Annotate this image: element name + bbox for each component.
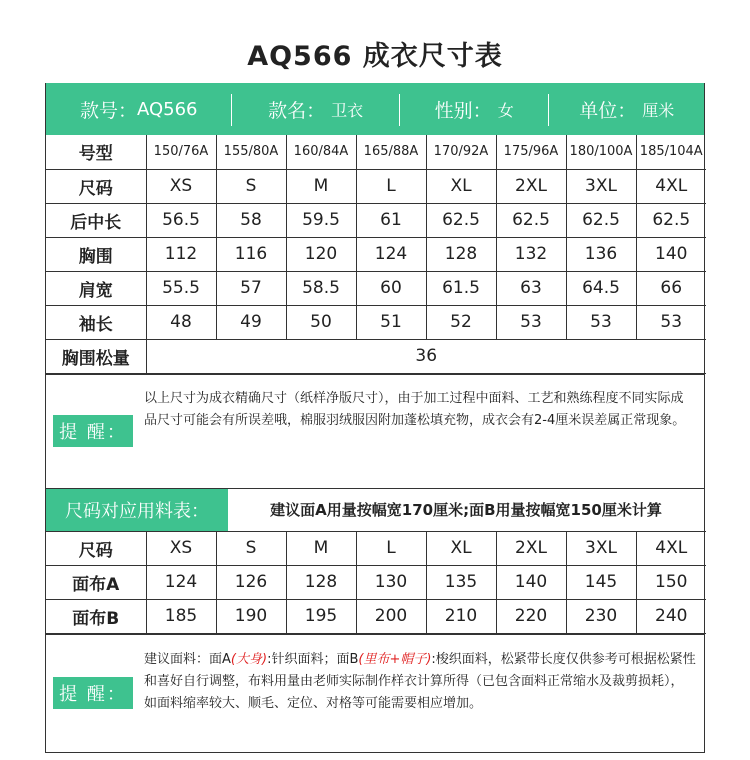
tip2-part3: :梭织面料，松紧带长度仅供参考可根据松紧性和喜好自行调整，布料用量由老师实际制作样衣计算所得（已包含面料正常缩水及裁剪损耗），如面料缩率较大、顺毛、定位、对格等可能需要相应增加。 (144, 651, 696, 711)
table-cell: 124 (356, 237, 426, 271)
table-cell: 2XL (496, 531, 566, 565)
row-label: 面布A (46, 565, 146, 599)
row-label: 面布B (46, 599, 146, 633)
tip-text-2 (144, 649, 696, 715)
table-cell: 52 (426, 305, 496, 339)
tip-badge: 提 醒： (53, 415, 133, 447)
ease-label: 胸围松量 (46, 339, 146, 373)
table-cell: S (216, 531, 286, 565)
table-cell: 64.5 (566, 271, 636, 305)
row-label: 后中长 (46, 203, 146, 237)
table-row (46, 565, 706, 599)
fabric-band-text: 建议面A用量按幅宽170厘米;面B用量按幅宽150厘米计算 (270, 501, 662, 519)
style-name (232, 94, 399, 126)
style-number-key: 款号： (79, 100, 137, 122)
size-sheet (45, 83, 705, 753)
table-cell: XS (146, 531, 216, 565)
style-name-key: 款名： (268, 100, 326, 122)
table-cell: 230 (566, 599, 636, 633)
table-cell: 49 (216, 305, 286, 339)
gender-value: 女 (497, 101, 514, 120)
tip-box (46, 374, 704, 488)
table-row (46, 169, 706, 203)
table-row (46, 237, 706, 271)
style-name-value: 卫衣 (331, 101, 364, 120)
table-cell: 59.5 (286, 203, 356, 237)
table-cell: 2XL (496, 169, 566, 203)
table-cell: 55.5 (146, 271, 216, 305)
table-row (46, 271, 706, 305)
tip2-red2: (里布+帽子) (358, 651, 432, 667)
table-cell: M (286, 531, 356, 565)
table-cell: L (356, 531, 426, 565)
row-label: 尺码 (46, 531, 146, 565)
fabric-table (46, 531, 706, 634)
table-cell: M (286, 169, 356, 203)
table-cell: 200 (356, 599, 426, 633)
table-cell: 160/84A (286, 135, 356, 169)
table-cell: 165/88A (356, 135, 426, 169)
table-cell: 3XL (566, 169, 636, 203)
table-cell: 53 (636, 305, 706, 339)
tip-box-2 (46, 634, 704, 752)
gender (400, 94, 550, 126)
table-row (46, 599, 706, 633)
fabric-band (46, 488, 704, 531)
table-cell: 61.5 (426, 271, 496, 305)
table-cell: 190 (216, 599, 286, 633)
table-cell: 150 (636, 565, 706, 599)
table-cell: 124 (146, 565, 216, 599)
table-row (46, 531, 706, 565)
table-cell: 140 (496, 565, 566, 599)
row-label: 袖长 (46, 305, 146, 339)
table-cell: 50 (286, 305, 356, 339)
table-cell: 136 (566, 237, 636, 271)
table-cell: 195 (286, 599, 356, 633)
table-cell: 128 (426, 237, 496, 271)
table-cell: 3XL (566, 531, 636, 565)
table-cell: 60 (356, 271, 426, 305)
table-cell: 116 (216, 237, 286, 271)
table-row (46, 135, 706, 169)
table-cell: XL (426, 169, 496, 203)
table-cell: 112 (146, 237, 216, 271)
table-cell: 126 (216, 565, 286, 599)
table-cell: 220 (496, 599, 566, 633)
table-cell: XS (146, 169, 216, 203)
row-label: 号型 (46, 135, 146, 169)
gender-key: 性别： (434, 100, 492, 122)
style-number-value: AQ566 (136, 99, 198, 120)
style-number (46, 94, 232, 126)
row-label: 肩宽 (46, 271, 146, 305)
tip2-part1: 建议面料：面A (144, 651, 231, 667)
table-cell: 120 (286, 237, 356, 271)
table-cell: 66 (636, 271, 706, 305)
table-cell: 210 (426, 599, 496, 633)
table-cell: 128 (286, 565, 356, 599)
table-cell: 62.5 (566, 203, 636, 237)
table-cell: 155/80A (216, 135, 286, 169)
table-cell: 62.5 (636, 203, 706, 237)
table-cell: 180/100A (566, 135, 636, 169)
unit-value: 厘米 (642, 101, 675, 120)
table-cell: 56.5 (146, 203, 216, 237)
size-table (46, 135, 706, 374)
table-cell: S (216, 169, 286, 203)
fabric-band-label: 尺码对应用料表： (46, 489, 228, 531)
row-label: 胸围 (46, 237, 146, 271)
table-cell: 51 (356, 305, 426, 339)
table-cell: 135 (426, 565, 496, 599)
table-cell: 62.5 (496, 203, 566, 237)
table-cell: 58.5 (286, 271, 356, 305)
info-header (46, 83, 704, 135)
tip-badge-2: 提 醒： (53, 677, 133, 709)
table-cell: 240 (636, 599, 706, 633)
table-cell: 61 (356, 203, 426, 237)
table-cell: 4XL (636, 531, 706, 565)
table-cell: 57 (216, 271, 286, 305)
unit-key: 单位： (579, 100, 637, 122)
ease-value: 36 (146, 339, 706, 373)
row-label: 尺码 (46, 169, 146, 203)
table-cell: 63 (496, 271, 566, 305)
table-cell: 140 (636, 237, 706, 271)
table-cell: 58 (216, 203, 286, 237)
table-cell: 132 (496, 237, 566, 271)
table-cell: 145 (566, 565, 636, 599)
table-cell: 62.5 (426, 203, 496, 237)
table-cell: 53 (496, 305, 566, 339)
table-cell: 170/92A (426, 135, 496, 169)
table-cell: 48 (146, 305, 216, 339)
table-row (46, 203, 706, 237)
tip2-red1: (大身) (230, 651, 268, 667)
table-cell: 4XL (636, 169, 706, 203)
table-cell: 150/76A (146, 135, 216, 169)
table-cell: 130 (356, 565, 426, 599)
table-cell: 185 (146, 599, 216, 633)
unit (549, 94, 704, 126)
tip-text: 以上尺寸为成衣精确尺寸（纸样净版尺寸），由于加工过程中面料、工艺和熟练程度不同实际成品尺寸可能会有所误差哦，棉服羽绒服因附加蓬松填充物，成衣会有2-4厘米误差属正常现象。 (144, 390, 686, 428)
table-cell: 185/104A (636, 135, 706, 169)
table-cell: L (356, 169, 426, 203)
table-row (46, 339, 706, 373)
table-row (46, 305, 706, 339)
page-title: AQ566 成衣尺寸表 (247, 41, 503, 72)
tip2-part2: :针织面料；面B (267, 651, 359, 667)
table-cell: 53 (566, 305, 636, 339)
table-cell: XL (426, 531, 496, 565)
table-cell: 175/96A (496, 135, 566, 169)
